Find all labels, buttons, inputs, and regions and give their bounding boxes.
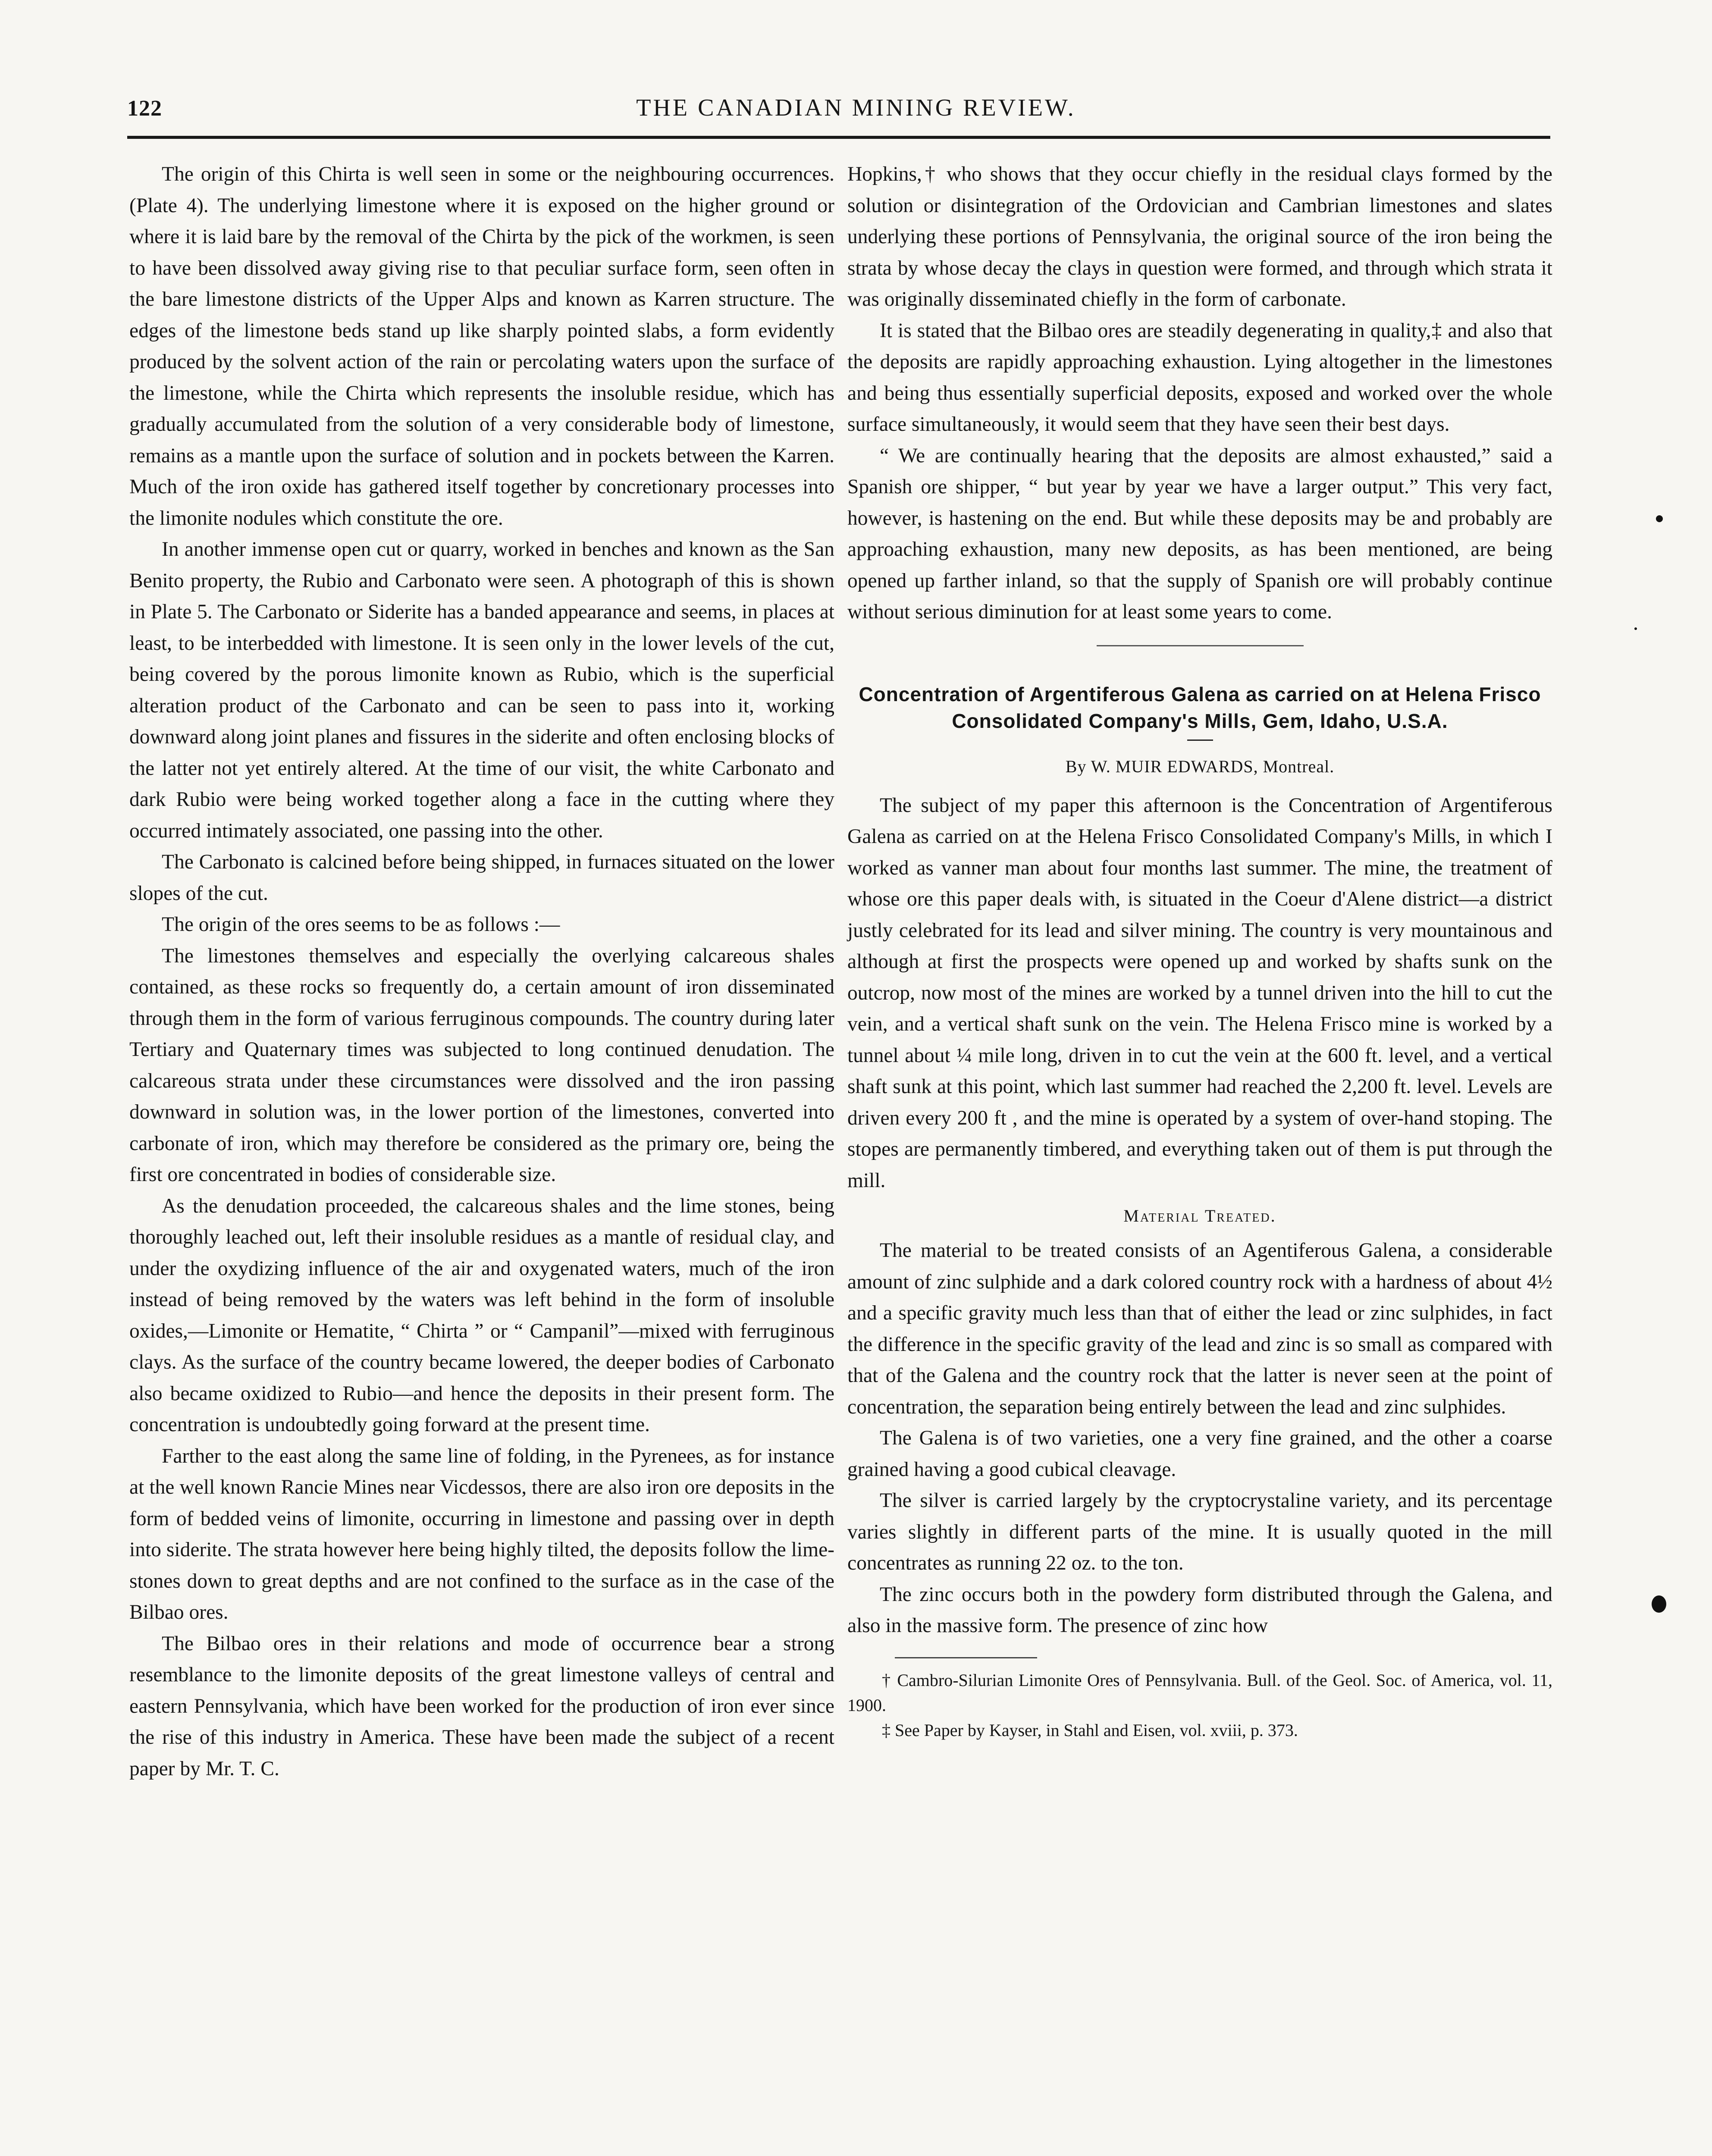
right-column (847, 159, 1552, 1743)
page-number: 122 (127, 96, 162, 121)
paragraph: The Bilbao ores in their relations and mode of occurrence bear a strong resemblance to the limonite deposits of the great limestone valleys of central and eastern Pennsylvania, which have been worked for the production of iron ever since the rise of this industry in America. These have been made the subject of a recent paper by Mr. T. C. (129, 1632, 834, 1780)
footnote: † Cambro-Silurian Limonite Ores of Pennsylvania. Bull. of the Geol. Soc. of America, vol. 11, 1900. (847, 1670, 1552, 1715)
paragraph: In another immense open cut or quarry, worked in benches and known as the San Benito property, the Rubio and Carbonato were seen. A photograph of this is shown in Plate 5. The Carbonato or Siderite has a banded appearance and seems, in places at least, to be interbedded with limestone. It is seen only in the lower levels of the cut, being covered by the porous limonite known as Rubio, which is the superficial alteration product of the Carbonato and can be seen to pass into it, working downward along joint planes and fissures in the siderite and often enclosing blocks of the latter not yet entirely altered. At the time of our visit, the white Carbonato and dark Rubio were being worked together along a face in the cutting where they occurred intimately associated, one passing into the other. (129, 538, 834, 842)
section-heading: Material Treated. (1123, 1206, 1276, 1225)
footnote-rule (895, 1657, 1037, 1658)
paragraph: As the denudation proceeded, the calcareous shales and the lime stones, being thoroughly leached out, left their insoluble residues as a mantle of residual clay, and under the oxydizing influence of the air and oxygenated waters, much of the iron instead of being removed by the waters was left behind in the form of insoluble oxides,—Limonite or Hematite, “ Chirta ” or “ Campanil”—mixed with ferruginous clays. As the surface of the country became lowered, the deeper bodies of Carbonato also became oxidized to Rubio—and hence the deposits in their present form. The concentration is undoubtedly going forward at the present time. (129, 1194, 834, 1436)
continued-paragraph: Hopkins,† who shows that they occur chiefly in the residual clays formed by the solution or disintegration of the Ordovician and Cambrian limestones and slates underlying these portions of Pennsylvania, the original source of the iron being the strata by whose decay the clays in question were formed, and through which strata it was originally disseminated chiefly in the form of carbonate. (847, 163, 1552, 310)
section-divider (1097, 645, 1304, 646)
footnote: ‡ See Paper by Kayser, in Stahl and Eisen, vol. xviii, p. 373. (882, 1720, 1298, 1740)
title-rule (1187, 740, 1213, 741)
paragraph: Farther to the east along the same line of folding, in the Pyrenees, as for instance at the well known Rancie Mines near Vicdessos, there are also iron ore deposits in the form of bedded veins of limonite, occurring in limestone and passing over in depth into siderite. The strata however here being highly tilted, the deposits follow the limestones down to great depths and are not confined to the surface as in the case of the Bilbao ores. (129, 1445, 834, 1623)
paragraph: The limestones themselves and especially the overlying calcareous shales contained, as these rocks so frequently do, a certain amount of iron disseminated through them in the form of various ferruginous compounds. The country during later Tertiary and Quaternary times was subjected to long continued denudation. The calcareous strata under these circumstances were dissolved and the iron passing downward in solution was, in the lower portion of the limestones, converted into carbonate of iron, which may therefore be considered as the primary ore, being the first ore concentrated in bodies of considerable size. (129, 944, 834, 1186)
ink-speck (1652, 1595, 1666, 1613)
ink-speck (1634, 627, 1637, 630)
paragraph: “ We are continually hearing that the deposits are almost exhausted,” said a Spanish ore shipper, “ but year by year we have a larger output.” This very fact, however, is hastening on the end. But while these deposits may be and probably are approaching exhaustion, many new deposits, as has been mentioned, are being opened up farther inland, so that the supply of Spanish ore will probably continue without serious diminution for at least some years to come. (847, 444, 1552, 623)
header-rule (127, 136, 1550, 139)
byline: By W. MUIR EDWARDS, Montreal. (1065, 756, 1335, 776)
paragraph: The origin of the ores seems to be as follows :— (162, 913, 560, 936)
paragraph: The zinc occurs both in the powdery form distributed through the Galena, and also in the massive form. The presence of zinc how (847, 1583, 1552, 1637)
paragraph: The subject of my paper this afternoon is the Concentration of Argentiferous Galena as carried on at the Helena Frisco Consolidated Company's Mills, in which I worked as vanner man about four months last summer. The mine, the treatment of whose ore this paper deals with, is situated in the Coeur d'Alene district—a district justly celebrated for its lead and silver mining. The country is very mountainous and although at first the prospects were opened up and worked by shafts sunk on the outcrop, now most of the mines are worked by a tunnel driven into the hill to cut the vein, and a vertical shaft sunk on the vein. The Helena Frisco mine is worked by a tunnel about ¼ mile long, driven in to cut the vein at the 600 ft. level, and a vertical shaft sunk at this point, which last summer had reached the 2,200 ft. level. Levels are driven every 200 ft , and the mine is operated by a system of over-hand stoping. The stopes are permanently timbered, and everything taken out of them is put through the mill. (847, 794, 1552, 1192)
paragraph: The material to be treated consists of an Agentiferous Galena, a considerable amount of zinc sulphide and a dark colored country rock with a hardness of about 4½ and a specific gravity much less than that of either the lead or zinc sulphides, in fact the difference in the specific gravity of the lead and zinc is so small as compared with that of the Galena and the country rock that the latter is never seen at the point of concentration, the separation being entirely between the lead and zinc sulphides. (847, 1239, 1552, 1418)
ink-speck (1656, 515, 1663, 522)
paragraph: It is stated that the Bilbao ores are steadily degenerating in quality,‡ and also that the deposits are rapidly approaching exhaustion. Lying altogether in the limestones and being thus essentially superficial deposits, exposed and worked over the whole surface simultaneously, it would seem that they have seen their best days. (847, 319, 1552, 436)
article-title: Concentration of Argentiferous Galena as carried on at Helena Frisco Consolidated Company's Mills, Gem, Idaho, U.S.A. (859, 683, 1541, 732)
paragraph: The origin of this Chirta is well seen in some or the neighbouring occurrences. (Plate 4). The underlying limestone where it is exposed on the higher ground or where it is laid bare by the removal of the Chirta by the pick of the workmen, is seen to have been dissolved away giving rise to that peculiar surface form, seen often in the bare limestone districts of the Upper Alps and known as Karren structure. The edges of the limestone beds stand up like sharply pointed slabs, a form evidently produced by the solvent action of the rain or percolating waters upon the surface of the limestone, while the Chirta which represents the insoluble residue, which has gradually accumulated from the solution of a very considerable body of limestone, remains as a mantle upon the surface of solution and in pockets between the Karren. Much of the iron oxide has gathered itself together by concretionary processes into the limonite nodules which constitute the ore. (129, 163, 834, 530)
paragraph: The Galena is of two varieties, one a very fine grained, and the other a coarse grained having a good cubical cleavage. (847, 1427, 1552, 1481)
paragraph: The Carbonato is calcined before being shipped, in furnaces situated on the lower slopes of the cut. (129, 851, 834, 905)
paragraph: The silver is carried largely by the cryptocrystaline variety, and its percentage varies slightly in different parts of the mine. It is usually quoted in the mill concentrates as running 22 oz. to the ton. (847, 1489, 1552, 1574)
left-column (129, 159, 834, 1784)
journal-title: THE CANADIAN MINING REVIEW. (636, 94, 1076, 121)
